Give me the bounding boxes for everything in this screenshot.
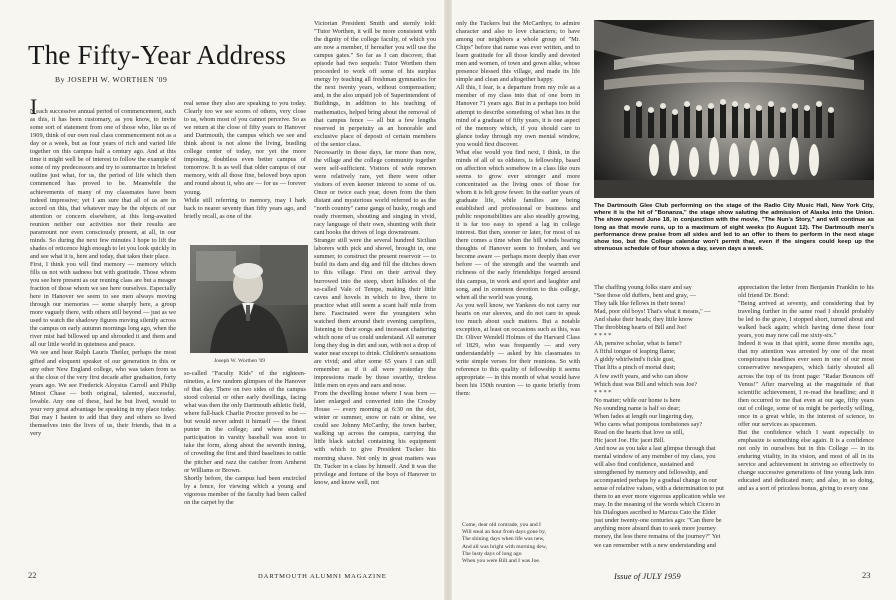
issue-date: Issue of JULY 1959 xyxy=(614,571,681,581)
drop-cap: I xyxy=(30,94,38,119)
author-photo-caption: Joseph W. Worthen '09 xyxy=(214,358,266,364)
glee-club-caption: The Dartmouth Glee Club performing on the stage of the Radio City Music Hall, New York City, where it is the hit of "Bonanza," the stage show saluting the admission of Alaska into the Union. The show opened June 18, in conjunction with the movie, "The Nun's Story," and will continue as long as that movie runs, up to a maximum of eight weeks (to August 12). The Dartmouth men's performance drew praise from all sides and led to an offer to them to perform in the next stage show too, but the College calendar won't permit that, even if the singers could keep up the strenuous schedule of four shows a day, seven days a week. xyxy=(594,203,874,253)
glee-club-photo xyxy=(594,20,874,198)
magazine-name: DARTMOUTH ALUMNI MAGAZINE xyxy=(258,573,387,580)
text-column-5: The chaffing young folks stare and say "See those old duffers, bent and gray, — They talk like fellows in their teens! Mad, poor old boys! That's what it means," — And shake their heads; they little know The throbbing hearts of Bill and Joe! * * * * Ah, pensive scholar, what is fame? A fitful tongue of leaping flame; A giddy whirlwind's fickle gust, That lifts a pinch of mortal dust; A few swift years, and who can show Which dust was Bill and which was Joe? * * * * No matter; while our home is here No sounding name is half so dear; When fades at length our lingering day, Who cares what pompous tombstones say? Read on the hearts that love us still, Hic jacet Joe. Hic jacet Bill. And now as you take a last glimpse through that mental window of any member of my class, you will also find confidence, sustained and strengthened by memory and fellowship, and accompanied perhaps by a gradual change in our sense of relative values, with a determination to put them to an ever more vigorous application while we may. In the meaning of the words which Cicero in his Dialogues ascribed to Marcus Cato the Elder just under twenty-one centuries ago: "Can there be anything more absurd than to seek more journey money, the less there remains of the journey?" Yet we can remember with a new understanding and xyxy=(594,284,726,549)
author-portrait-image xyxy=(190,245,308,353)
right-page-number: 23 xyxy=(862,570,871,580)
poem-stanza-1: Come, dear old comrade, you and I Will steal an hour from days gone by, The shining days when life was new, And all was bright with morning dew, The lusty days of long ago When you were Bill and I was Joe. xyxy=(462,522,547,565)
article-byline: By JOSEPH W. WORTHEN '09 xyxy=(55,75,168,84)
text-column-1 xyxy=(30,100,176,562)
author-photo xyxy=(190,245,308,353)
left-page-number: 22 xyxy=(28,570,37,580)
text-column-6: appreciation the letter from Benjamin Franklin to his old friend Dr. Bond: "Being arrived at seventy, and considering that by traveling further in the same road I should probably be led to the grave, I stopped short, turned about and walked back again; which having done these four years, you may now call me sixty-six." Indeed it was in that spirit, some three months ago, that my attention was arrested by one of the most conspicuous headlines ever seen in one of our most conservative newspapers, which fairly shouted all across the top of its front page: "Radar Bounces off Venus!" After marveling at the magnitude of that scientific achievement, I re-read the headline; and it then occurred to me that even at our age, fifty years out of college, some of us might be perfectly willing, once in a great while, in the interest of science, to offer our services as spacemen. But the confidence which I want especially to emphasize is something else again. It is a confidence not only in ourselves but in this College — in its enduring vitality, in its vision, and most of all in its service and achievement in striving so effectively to change successive generations of fine young lads into educated and dedicated men; and also, in so doing, and as a sort of priceless bonus, giving to every one xyxy=(738,284,874,493)
page-gutter xyxy=(444,0,452,600)
glee-club-stage-image xyxy=(594,20,874,198)
text-column-4: only the Tuckers but the McCarthys; to admire character and also to love characters; to have among our neighbors a whole group of "Mr. Chips" before that name was ever written, and to learn gratitude for all those kindly and devoted men and women, of town and gown alike, whose presence blessed this village, and made its life simple and clean and altogether happy. All this, I fear, is a departure from my role as a member of my class into that of one born in Hanover 71 years ago. But in a perhaps too bold attempt to describe something of what lies in the mind of a graduate of fifty years, it is one aspect of the memory which, if you should care to glance today through my own mental window, you would first discover. What else would you find next, I think, in the minds of all of us oldsters, is fellowship, based on affection which somehow in a class like ours seems to grow ever stronger and more concentrated as the living ones of those for whom it is felt grow fewer. In the earlier years of graduate life, while families are being established and professional or business and public responsibilities are also steadily growing, it is far too easy to spend a lag in college interest. But then, sooner or later, for most of us there comes a time when the hill winds bearing thoughts of Hanover seem to freshen, and we become aware — perhaps more deeply than ever before — of the strength and the warmth and richness of the early friendships forged around this campus, in work and sport and laughter and song, and in common devotion to this college, when all the world was young. As you well know, we Yankees do not carry our hearts on our sleeves, and do not care to speak too much about such matters. But a notable exception, at least on occasions such as this, was Dr. Oliver Wendell Holmes of the Harvard Class of 1829, who was frequently — and very understandably — asked by his classmates to write simple verses for their reunions. So with reference to this quality of fellowship it seems appropriate — in this month of what would have been his 150th reunion — to quote briefly from them: xyxy=(456,20,580,398)
text-column-2-top: real sense they also are speaking to you today. Clearly too we see scores of others, very close to us, whom most of you cannot perceive. So as we return at the close of fifty years to Hanover and Dartmouth, the campus which we see and think about is not alone the living, bustling college center of today, nor yet the more imposing, doubtless even better campus of tomorrow. It is as well that older campus of our memory, with all those fine, beloved boys upon and round about it, who are — for us — forever young. While still referring to memory, may I hark back to nearer seventy than fifty years ago, and briefly recall, as one of the xyxy=(184,100,306,220)
text-column-3: Victorian President Smith and sternly told: "Tutor Worthen, it will be more consistent with the dignity of the college faculty, of which you are now a member, if hereafter you will use the campus gates." So far as I can discover, that episode had two sequels: Tutor Worthen then proceeded to work off some of his surplus energy by teaching all freshman gymnastics for the next twenty years, without compensation; and, in the also unpaid job of Superintendent of Buildings, in addition to his teaching of mathematics, helped bring about the removal of that campus fence — all but a few lengths reserved in perpetuity as an honorable and exclusive place of deposit of certain members of the senior class. Necessarily in those days, far more than now, the village and the college community together were self-sufficient. Visitors of wide renown were relatively rare, yet there were other visitors of even keener interest to some of us. Once or twice each year, down from the then distant and mysterious world referred to as the "north country" came gangs of husky, rough and ready rivermen, shouting and singing in vivid, racy language of their own, shunting with their cant hooks the drives of logs downstream. Stranger still were the several hundred Sicilian laborers with pick and shovel, brought in, one summer, to construct the present reservoir — to build its dam and dig and fill the ditches down to this village. First on their arrival they burrowed into the steep, short hillsides of the so-called Vale of Tempe, making their little caves and hovels in which to live, there to practice what still seem a scant half mile from here. Fascinated were the youngsters who watched them around their evening campfires, listening to their songs and incessant chattering which none of us could understand. All summer long they dug in dirt and sun, with not a drop of water near except to drink. Children's sensations are vivid; and after some 65 years I can still remember as if it all were yesterday the impressions made by those swarthy, tireless little men on eyes and ears and nose. From the dwelling house where I was born — later enlarged and converted into the Crosby House — every morning at 6:30 on the dot, winter or summer, snow or rain or shine, we could see Johnny McCarthy, the town barber, walking up across the campus, carrying the little black satchel containing his equipment with which to give President Tucker his morning shave. Not only in great matters was Dr. Tucker in a class by himself. And it was the privilege and fortune of the boys of Hanover to know, and know well, not xyxy=(314,20,436,486)
text-column-2-bottom: so-called "Faculty Kids" of the eighteen-nineties, a few random glimpses of the Hanover of that day. There on two sides of the campus stood colonial or other early dwellings, facing what was then the only Dartmouth athletic field, where full-back Charlie Proctor proved to be — but would never admit it himself — the finest punter in the college; and where student participation in varsity baseball was soon to take the form, along about the seventh inning, of crowding the first and third baselines to rattle the pitcher and razz the catcher from Amherst or Williams or Brown. Shortly before, the campus had been encircled by a fence, for viewing which a young and vigorous member of the faculty had been called on the carpet by the xyxy=(184,370,306,506)
article-title: The Fifty-Year Address xyxy=(28,40,287,70)
column-1-text: N each successive annual period of commencement, such as this, it has been customary, as you know, to invite some sort of statement from one of those who, like us of 1909, think of our own real class commencement not as a day or a week, but as four years of rich and varied life together on this campus half a century ago. And at this time it might well be of interest to follow the example of some of my predecessors and try to summarize in briefest outline just what, for us, the period of life which then commenced has proved to be. Meanwhile the achievements of many of my classmates have been indeed impressive; yet I am sure that all of us are in accord on this, that whatever may be the objects of our attention or concern elsewhere, at this long-awaited reunion neither our activities nor their results are paramount nor even consciously present, at all, in our minds. So during the next few minutes I hope to lift the shades of reticence high enough to let you look quickly in and see what it is, here and today, that takes their place. First, I think you will find memory — memory which fills us not with sadness but with gratitude. Those whom you see here present as our reuning class are but a meager fraction of those whom we see here ourselves. Especially here in Hanover we seem to see men always moving through our memories — some sharply here, a group more vaguely there, with others still beyond — just as we used to watch the shadowy figures moving silently across the campus on early autumn mornings long ago, when the river mist had billowed up and shrouded it and them and all our little world in quietness and peace. We see and hear Ralph Lauris Theiler, perhaps the most gifted and eloquent speaker of our generation in this or any other New England college, who was taken from us at the close of the very first decade after graduation, forty years ago. We see Frederick Aloysius Carroll and Philip Minot Chase — both original, talented, successful, lovable. Any one of these, had he but lived, would to your very great advantage be speaking in my place today. But may I hasten to add that they and others so lived themselves into the lives of us, their friends, that in a very xyxy=(30,108,176,437)
